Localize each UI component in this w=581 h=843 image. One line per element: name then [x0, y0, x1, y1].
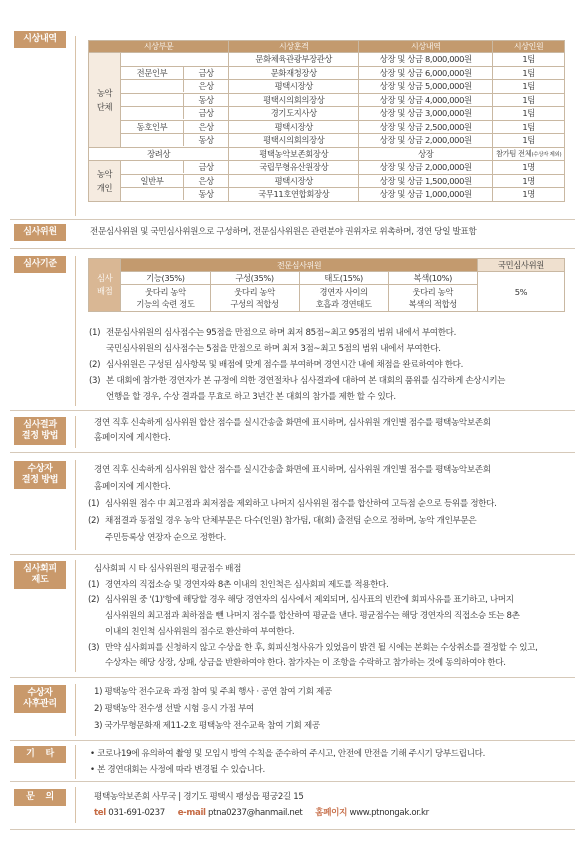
criteria-desc: 웃다리 농악 구성의 적합성 — [210, 285, 299, 312]
email-label: e-mail — [177, 808, 206, 818]
section-tag-result: 심사결과 결정 방법 — [14, 417, 66, 445]
criteria-col: 태도(15%) — [299, 272, 388, 285]
homepage-link[interactable]: www.ptnongak.or.kr — [349, 808, 429, 818]
section-tag-recusal: 심사회피 제도 — [14, 561, 66, 589]
award-group-team: 농악 단체 — [89, 53, 121, 148]
homepage-label: 홈페이지 — [315, 808, 348, 818]
award-header-prize: 시상훈격 — [229, 41, 359, 53]
award-header-category: 시상부문 — [89, 41, 229, 53]
criteria-side-label: 심사 배점 — [89, 259, 121, 312]
email-value[interactable]: ptna0237@hanmail.net — [208, 808, 303, 818]
contact-block — [94, 789, 571, 821]
after-text: 1) 평택농악 전수교육 과정 참여 및 주최 행사 · 공연 참여 기회 제공 2) 평택농악 전수생 선발 시험 응시 가점 부여 3) 국가무형문화재 제11-2호 평택농악 전수교육 참여 기회 제공 — [94, 687, 332, 731]
award-cell: 문화체육관광부장관상 — [229, 53, 359, 67]
criteria-desc: 웃다리 농악 기능의 숙련 정도 — [121, 285, 210, 312]
award-sub-pro: 전문인부 — [136, 67, 168, 78]
award-sub-general: 일반부 — [140, 175, 164, 186]
section-tag-etc: 기 타 — [14, 746, 66, 763]
tel-label: tel — [94, 808, 106, 818]
recusal-text: 심사회피 시 타 심사위원의 평균점수 배점 (1) 경연자의 직접소승 및 경연자와 8촌 이내의 친인척은 심사회피 제도를 적용한다. (2) 심사위원 중 '(1)'항에 해당할 경우 해당 경연자의 심사에서 제외되며, 심사표의 빈칸에 회피사유를 표기하고, 나머지 심사위원의 최고점과 최하점을 뺀 나머지 점수를 합산하여 평균을 낸다. 평균점수는 해당 경연자의 직접소승 또는 8촌 이내의 친인척 심사위원의 점수로 환산하여 부여한다. (3) 만약 심사회피를 신청하지 않고 수상을 한 후, 회피신청사유가 있었음이 밝견 될 시에는 본회는 수상취소를 결정할 수 있고, 수상자는 해당 상장, 상패, 상금을 반환하여야 한다. 참가자는 이 조항을 수락하고 참가하는 것에 동의하여야 한다. — [88, 564, 538, 669]
etc-text: • 코로나19에 유의하여 촬영 및 모임시 방역 수칙을 준수하여 주시고, 안전에 만전을 기해 주시기 당부드립니다. • 본 경연대회는 사정에 따라 변경될 수 있습니다. — [90, 749, 485, 775]
criteria-pro-header: 전문심사위원 — [121, 259, 477, 272]
judges-text: 전문심사위원 및 국민심사위원으로 구성하며, 전문심사위원은 관련분야 권위자로 위촉하며, 경연 당일 발표함 — [90, 227, 477, 237]
section-tag-after: 수상자 사후관리 — [14, 685, 66, 713]
criteria-col: 구성(35%) — [210, 272, 299, 285]
criteria-col: 복색(10%) — [388, 272, 477, 285]
section-tag-contact: 문 의 — [14, 789, 66, 806]
section-tag-criteria: 심사기준 — [14, 256, 66, 273]
result-text: 경연 직후 신속하게 심사위원 합산 점수를 실시간송출 화면에 표시하며, 심사위원 개인별 점수를 평택농악보존회 홈페이지에 게시한다. — [94, 418, 491, 443]
criteria-desc: 경연자 사이의 호흡과 경연태도 — [299, 285, 388, 312]
criteria-notes: (1) 전문심사위원의 심사점수는 95점을 만점으로 하며 최저 85점~최고 95점의 범위 내에서 부여한다. 국민심사위원의 심사점수는 5점을 만점으로 하며 최저 3점~최고 5점의 범위 내에서 부여한다. (2) 심사위원은 구성된 심사항목 및 배점에 맞게 점수를 부여하며 경연시간 내에 채점을 완료하여야 한다. (3) 본 대회에 참가한 경연자가 본 규정에 의한 경연절차나 심사결과에 대하여 본 대회의 품위를 심각하게 손상시키는 언행을 할 경우, 수상 결과를 무효로 하고 3년간 본 대회의 참가를 제한 할 수 있다. — [89, 328, 506, 402]
section-tag-award: 시상내역 — [14, 31, 66, 48]
criteria-col: 기능(35%) — [121, 272, 210, 285]
criteria-people-value: 5% — [477, 272, 564, 312]
section-tag-winner: 수상자 결정 방법 — [14, 461, 66, 489]
award-header-detail: 시상내역 — [359, 41, 493, 53]
criteria-people-header: 국민심사위원 — [477, 259, 564, 272]
award-header-count: 시상인원 — [493, 41, 565, 53]
award-table: 시상부문 시상훈격 시상내역 시상인원 농악 단체 문화체육관광부장관상 상장 및 상금 8,000,000원 1팀 전문인부 금상 문화재청장상 상장 및 상금 6,000,000원 1팀 은상 평택시장상 상장 및 상금 5,000,000원 1팀 동상 평택시의회의장상 상장 및 상금 4,000,000원 1팀 금상 경기도지사상 상장 및 상금 3,000,000원 1팀 동호인부 은상 평택시장상 상장 및 상금 2,500,000원 1팀 동상 평택시의회의장상 상장 및 상금 2,000,000원 1팀 장려상 평택농악보존회장상 상장 참가팀 전체(수상자 제외) 농악 개인 금상 국립무형유산원장상 상장 및 상금 2,000,000원 1명 일반부 은상 평택시장상 상장 및 상금 1,500,000원 1명 동상 국무11호연합회장상 상장 및 상금 1,000,000원 1명 — [88, 40, 565, 202]
criteria-desc: 웃다리 농악 복색의 적합성 — [388, 285, 477, 312]
winner-text: 경연 직후 신속하게 심사위원 합산 점수를 실시간송출 화면에 표시하며, 심사위원 개인별 점수를 평택농악보존회 홈페이지에 게시한다. (1) 심사위원 점수 中 최고점과 최저점을 제외하고 나머지 심사위원 점수를 합산하여 고득점 순으로 등위를 정한다. (2) 채점결과 동점일 경우 농악 단체부문은 다수(인원) 참가팀, 대(회) 출전팀 순으로 정하며, 농악 개인부문은 주민등록상 연장자 순으로 정한다. — [88, 465, 497, 543]
contact-address: 평택농악보존회 사무국 | 경기도 평택시 팽성읍 평궁2길 15 — [94, 792, 304, 802]
tel-value[interactable]: 031-691-0237 — [108, 808, 165, 818]
award-group-individual: 농악 개인 — [89, 161, 121, 202]
award-sub-club: 동호인부 — [136, 121, 168, 132]
section-tag-judges: 심사위원 — [14, 224, 66, 241]
criteria-table — [88, 258, 565, 312]
